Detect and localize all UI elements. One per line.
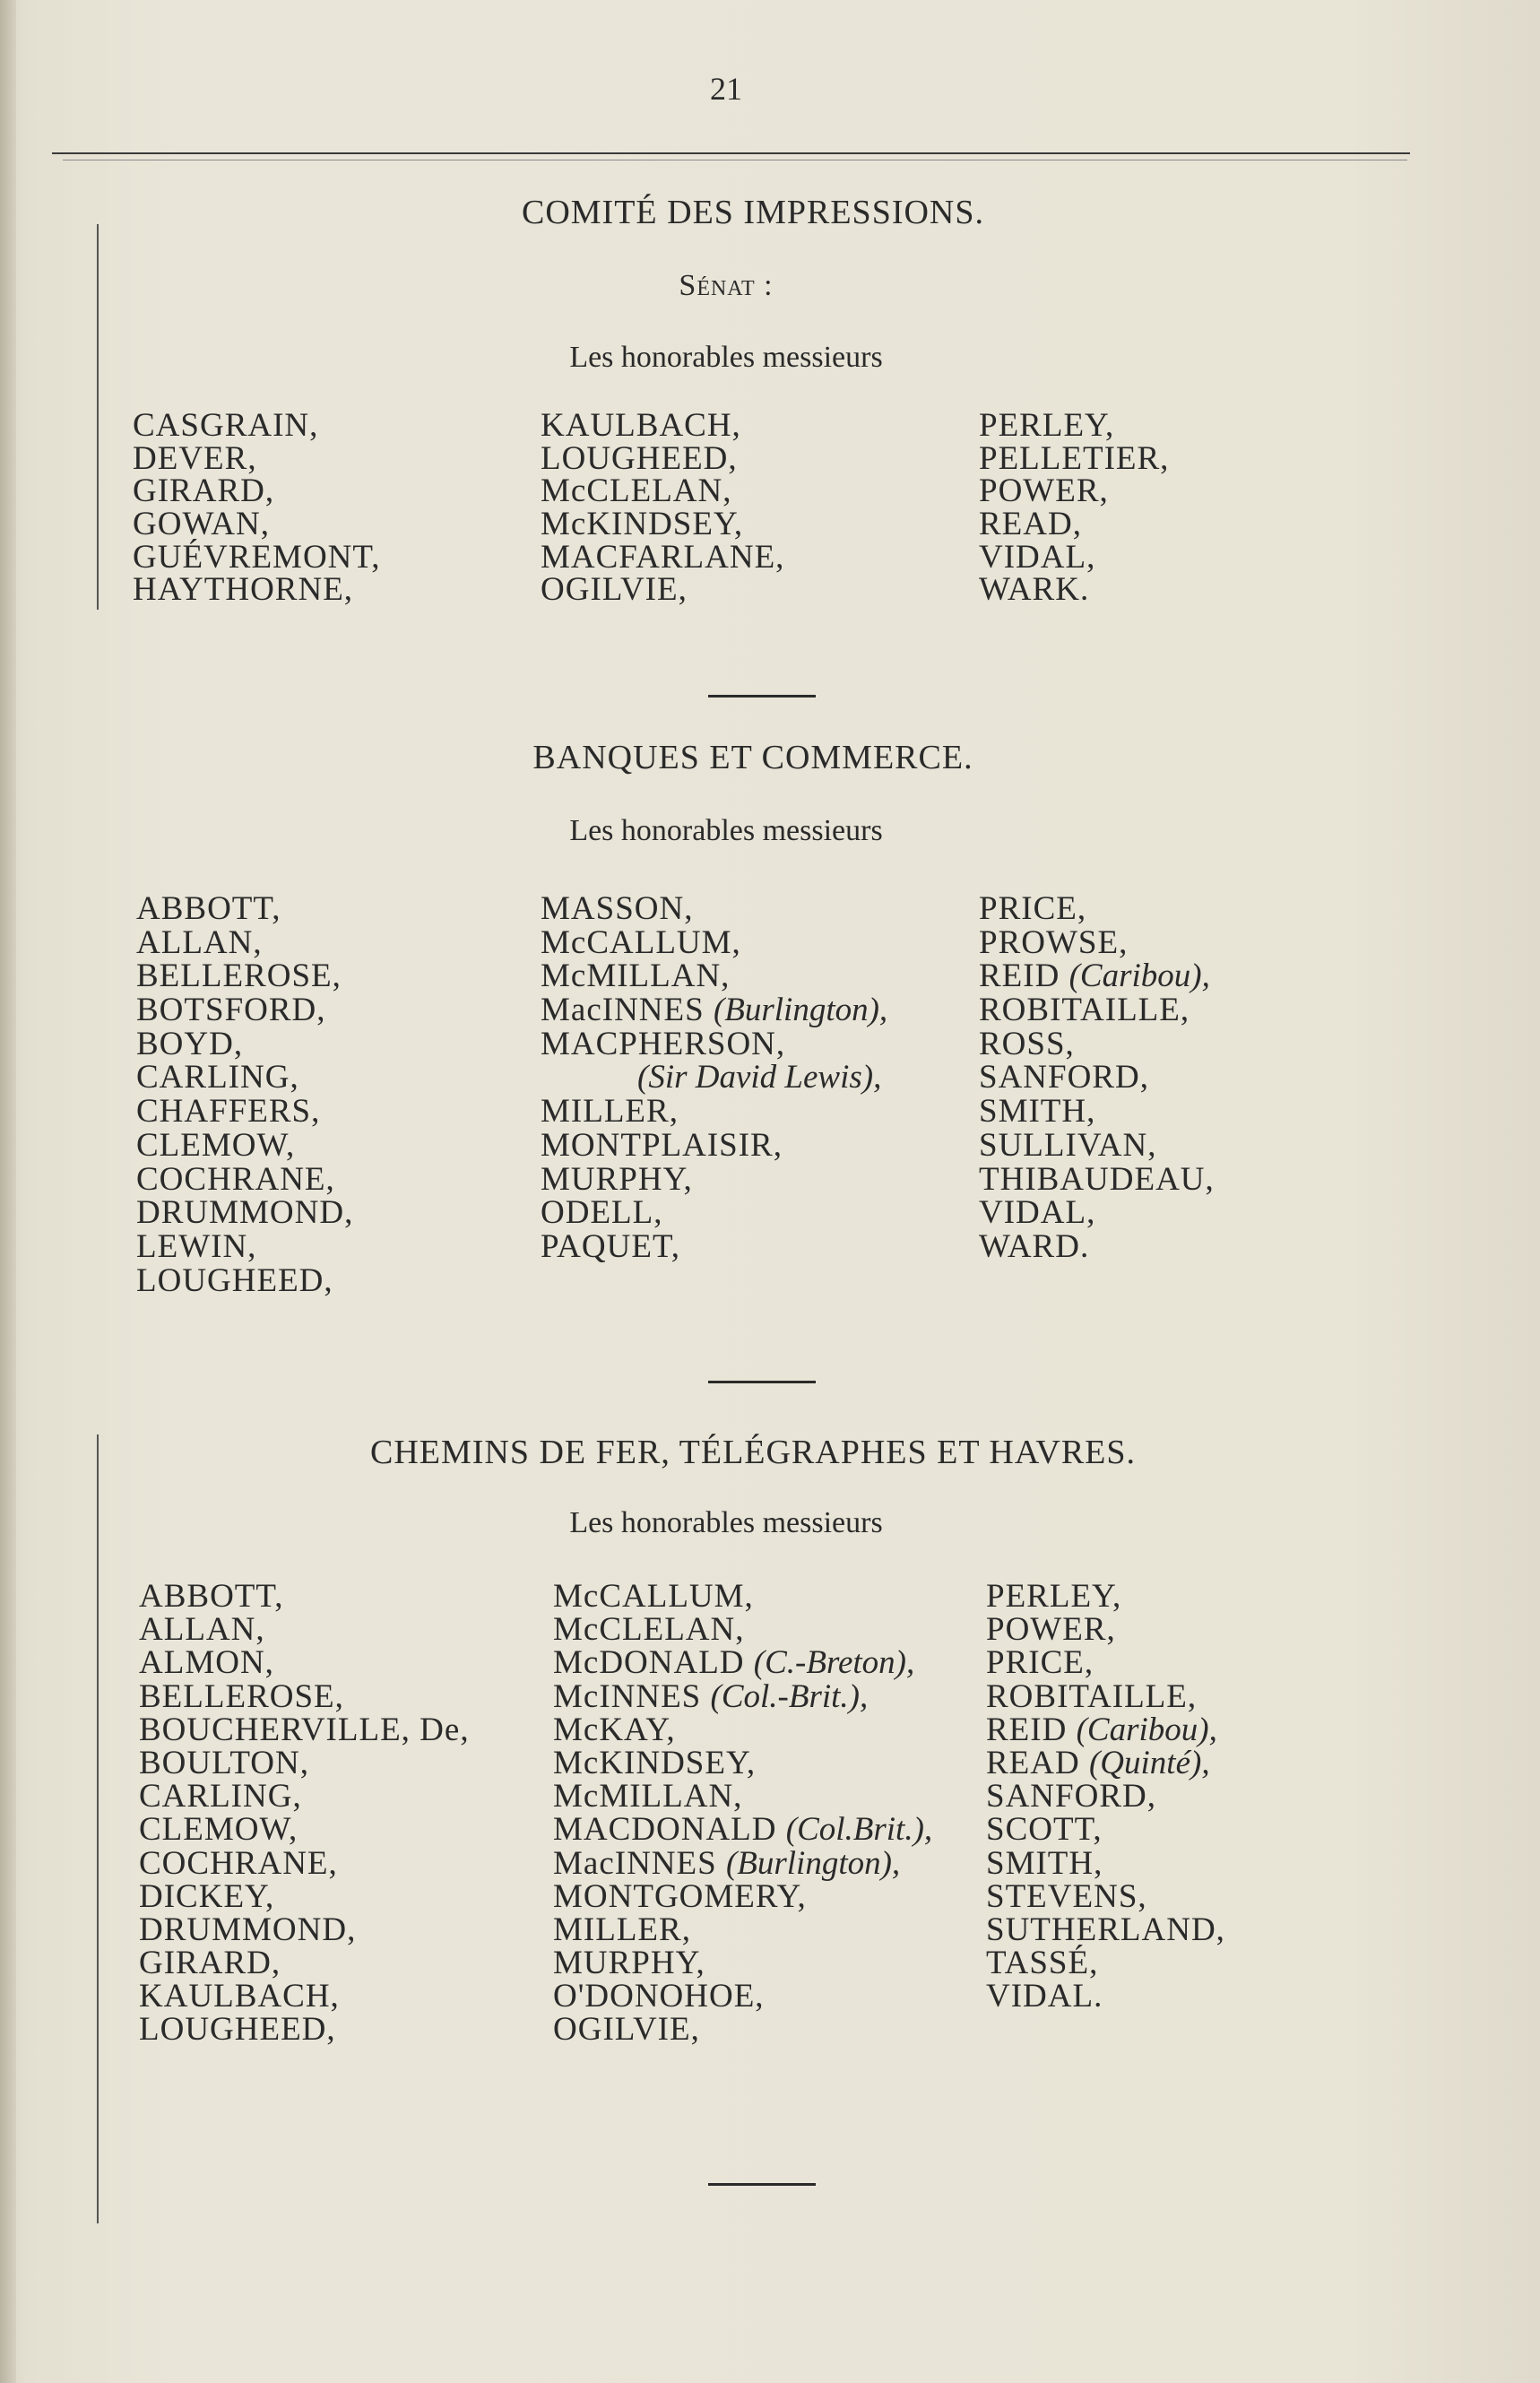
page-number: 21: [710, 71, 742, 107]
member-name: McKAY,: [553, 1711, 676, 1748]
member-name: ALLAN,: [136, 923, 263, 961]
section-caption: Les honorables messieurs: [569, 1506, 883, 1539]
member-name: PRICE,: [986, 1644, 1094, 1682]
section-divider: [708, 2183, 816, 2186]
member-name: [541, 993, 887, 1027]
member-qualifier: (Burlington),: [725, 1844, 901, 1882]
member-surname: McINNES: [553, 1677, 702, 1715]
member-name: [553, 1811, 933, 1849]
member-name: BOUCHERVILLE, De,: [139, 1711, 470, 1748]
member-name: OGILVIE,: [541, 571, 688, 609]
member-name: ROSS,: [979, 1025, 1075, 1062]
member-name: PERLEY,: [979, 407, 1115, 444]
name-column-2: [553, 1580, 932, 2047]
member-name: MONTPLAISIR,: [541, 1126, 783, 1164]
member-name: PRICE,: [979, 890, 1087, 927]
section-title-impressions: COMITÉ DES IMPRESSIONS.: [521, 194, 985, 231]
member-name: LOUGHEED,: [139, 2011, 336, 2049]
member-name: VIDAL.: [986, 1978, 1103, 2015]
member-name: SANFORD,: [979, 1059, 1149, 1096]
member-name: PELLETIER,: [979, 439, 1170, 477]
member-name: ABBOTT,: [136, 890, 281, 927]
member-name: MACPHERSON,: [541, 1025, 786, 1062]
member-name: MACFARLANE,: [541, 538, 785, 576]
member-surname: MacINNES: [541, 992, 705, 1029]
member-qualifier: (Caribou),: [1068, 958, 1210, 995]
member-name: KAULBACH,: [541, 407, 741, 444]
member-name: [986, 1746, 1225, 1780]
member-name: DRUMMOND,: [136, 1194, 354, 1232]
member-name: McCALLUM,: [541, 923, 741, 961]
member-name: MASSON,: [541, 890, 694, 927]
member-name: McKINDSEY,: [541, 506, 744, 543]
name-column-1: [136, 892, 353, 1297]
member-name: [553, 1677, 932, 1715]
member-name: POWER,: [979, 472, 1109, 510]
member-name: SMITH,: [979, 1093, 1096, 1131]
member-name: LEWIN,: [136, 1227, 257, 1265]
member-name: [986, 1713, 1225, 1746]
name-column-3: [979, 407, 1170, 609]
member-name: STEVENS,: [986, 1877, 1147, 1915]
member-qualifier: (C.-Breton),: [753, 1644, 915, 1682]
member-name: MURPHY,: [541, 1160, 693, 1198]
member-name: ALLAN,: [139, 1611, 265, 1649]
member-name: PAQUET,: [541, 1227, 681, 1265]
member-name: CLEMOW,: [136, 1126, 296, 1164]
member-name: McKINDSEY,: [553, 1744, 757, 1781]
section-caption: Les honorables messieurs: [569, 341, 883, 374]
member-name: LOUGHEED,: [541, 439, 738, 477]
member-surname: MACDONALD: [553, 1811, 777, 1849]
member-surname: McDONALD: [553, 1644, 745, 1682]
member-name: ROBITAILLE,: [986, 1677, 1198, 1715]
member-name: BOTSFORD,: [136, 992, 326, 1029]
member-qualifier: (Burlington),: [713, 992, 888, 1029]
member-name: KAULBACH,: [139, 1978, 340, 2015]
member-name: SCOTT,: [986, 1811, 1103, 1849]
member-name: PROWSE,: [979, 923, 1129, 961]
member-name: [553, 1844, 932, 1882]
member-name: ALMON,: [139, 1644, 274, 1682]
member-name: CASGRAIN,: [133, 407, 319, 444]
member-surname: REID: [986, 1711, 1068, 1748]
member-name: CARLING,: [136, 1059, 299, 1096]
member-name: GIRARD,: [133, 472, 275, 510]
member-name: COCHRANE,: [139, 1844, 338, 1882]
member-name: TASSÉ,: [986, 1945, 1099, 1982]
member-name: [541, 1061, 887, 1095]
section-title-chemins-de-fer: CHEMINS DE FER, TÉLÉGRAPHES ET HAVRES.: [369, 1434, 1137, 1471]
member-name: CHAFFERS,: [136, 1093, 321, 1131]
member-name: GIRARD,: [139, 1945, 281, 1982]
member-name: MONTGOMERY,: [553, 1877, 807, 1915]
member-name: CLEMOW,: [139, 1811, 298, 1849]
name-column-3: [986, 1580, 1225, 2013]
name-column-2: [541, 892, 887, 1264]
member-qualifier: (Col.-Brit.),: [710, 1677, 869, 1715]
member-name: PERLEY,: [986, 1578, 1122, 1615]
member-name: COCHRANE,: [136, 1160, 335, 1198]
member-surname: READ: [986, 1744, 1080, 1781]
member-name: MURPHY,: [553, 1945, 705, 1982]
member-qualifier: (Sir David Lewis),: [637, 1059, 882, 1096]
member-name: THIBAUDEAU,: [979, 1160, 1215, 1198]
name-column-2: [541, 407, 785, 609]
member-name: CARLING,: [139, 1778, 302, 1815]
margin-line: [97, 1434, 99, 2223]
member-name: VIDAL,: [979, 1194, 1096, 1232]
member-surname: MacINNES: [553, 1844, 717, 1882]
section-divider: [708, 1381, 816, 1383]
section-title-banques: BANQUES ET COMMERCE.: [532, 739, 973, 776]
member-name: McMILLAN,: [541, 958, 731, 995]
member-name: BOYD,: [136, 1025, 244, 1062]
member-name: GOWAN,: [133, 506, 270, 543]
member-name: OGILVIE,: [553, 2011, 700, 2049]
member-qualifier: (Caribou),: [1076, 1711, 1217, 1748]
member-name: POWER,: [986, 1611, 1116, 1649]
member-name: GUÉVREMONT,: [133, 538, 381, 576]
name-column-1: [139, 1580, 470, 2047]
member-name: BELLEROSE,: [139, 1677, 344, 1715]
member-name: WARD.: [979, 1227, 1090, 1265]
member-name: McCALLUM,: [553, 1578, 754, 1615]
section-divider: [708, 695, 816, 698]
section-subheading-senat: Sénat :: [679, 269, 774, 302]
section-caption: Les honorables messieurs: [569, 814, 883, 847]
member-name: READ,: [979, 506, 1082, 543]
member-name: McCLELAN,: [541, 472, 732, 510]
member-surname: REID: [979, 958, 1060, 995]
member-name: LOUGHEED,: [136, 1261, 333, 1299]
member-name: DICKEY,: [139, 1877, 275, 1915]
member-name: HAYTHORNE,: [133, 571, 354, 609]
name-column-3: [979, 892, 1215, 1264]
member-qualifier: (Quinté),: [1088, 1744, 1210, 1781]
member-name: SUTHERLAND,: [986, 1911, 1225, 1948]
member-name: [553, 1644, 932, 1682]
member-name: BELLEROSE,: [136, 958, 342, 995]
member-name: DEVER,: [133, 439, 257, 477]
member-name: SMITH,: [986, 1844, 1103, 1882]
header-rule: [52, 152, 1410, 154]
member-name: VIDAL,: [979, 538, 1096, 576]
member-name: [979, 959, 1215, 993]
member-name: WARK.: [979, 571, 1090, 609]
member-name: DRUMMOND,: [139, 1911, 357, 1948]
name-column-1: [133, 407, 381, 609]
member-name: ODELL,: [541, 1194, 663, 1232]
member-name: O'DONOHOE,: [553, 1978, 765, 2015]
member-qualifier: (Col.Brit.),: [785, 1811, 933, 1849]
member-name: ABBOTT,: [139, 1578, 284, 1615]
member-name: ROBITAILLE,: [979, 992, 1190, 1029]
member-name: SULLIVAN,: [979, 1126, 1157, 1164]
member-name: SANFORD,: [986, 1778, 1156, 1815]
member-name: MILLER,: [553, 1911, 691, 1948]
member-name: MILLER,: [541, 1093, 679, 1131]
member-name: McCLELAN,: [553, 1611, 745, 1649]
member-name: McMILLAN,: [553, 1778, 743, 1815]
member-name: BOULTON,: [139, 1744, 309, 1781]
